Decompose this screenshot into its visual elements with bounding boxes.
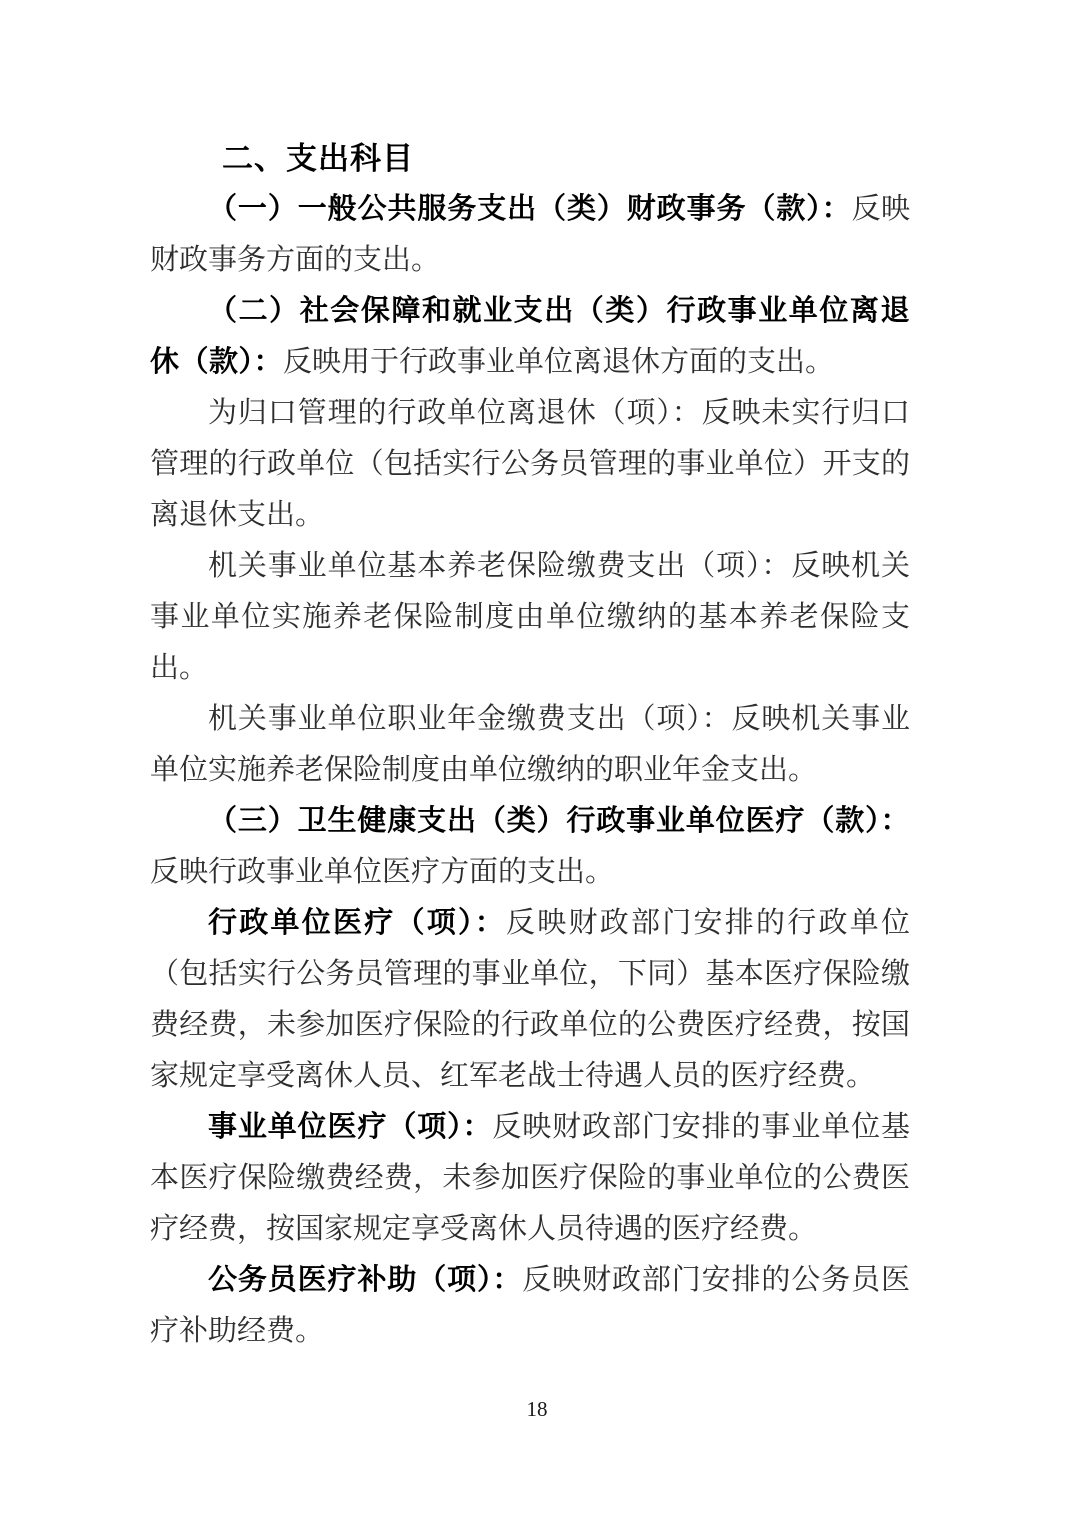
document-content [150, 133, 910, 1357]
paragraph-lead: （二）社会保障和就业支出（类）行政事业单位离退休（款）： [150, 295, 910, 378]
paragraph [150, 286, 910, 388]
paragraph [150, 1102, 910, 1255]
paragraph [150, 796, 910, 898]
paragraph-body: 反映财政部门安排的事业单位基本医疗保险缴费经费，未参加医疗保险的事业单位的公费医疗经费，按国家规定享受离休人员待遇的医疗经费。 [150, 1111, 910, 1245]
paragraph-lead: （三）卫生健康支出（类）行政事业单位医疗（款）： [208, 805, 910, 837]
paragraph-body: 为归口管理的行政单位离退休（项）：反映未实行归口管理的行政单位（包括实行公务员管理的事业单位）开支的离退休支出。 [150, 397, 910, 531]
paragraph-body: 反映用于行政事业单位离退休方面的支出。 [283, 346, 835, 378]
paragraph [150, 541, 910, 694]
paragraph-body: 反映财政事务方面的支出。 [150, 193, 910, 276]
paragraph-body: 机关事业单位职业年金缴费支出（项）：反映机关事业单位实施养老保险制度由单位缴纳的职业年金支出。 [150, 703, 910, 786]
paragraph [150, 1255, 910, 1357]
paragraph [150, 184, 910, 286]
section-heading: 二、支出科目 [222, 141, 414, 176]
paragraph-lead: 事业单位医疗（项）： [208, 1111, 493, 1143]
paragraph-body: 机关事业单位基本养老保险缴费支出（项）：反映机关事业单位实施养老保险制度由单位缴纳的基本养老保险支出。 [150, 550, 910, 684]
paragraph-body: 反映行政事业单位医疗方面的支出。 [150, 856, 615, 888]
paragraph-body: 反映财政部门安排的行政单位（包括实行公务员管理的事业单位，下同）基本医疗保险缴费经费，未参加医疗保险的行政单位的公费医疗经费，按国家规定享受离休人员、红军老战士待遇人员的医疗经费。 [150, 907, 910, 1092]
paragraph-lead: 行政单位医疗（项）： [208, 907, 506, 939]
page-number: 18 [526, 1397, 548, 1421]
paragraph [150, 694, 910, 796]
paragraph-body: 反映财政部门安排的公务员医疗补助经费。 [150, 1264, 910, 1347]
paragraph [150, 388, 910, 541]
paragraph-lead: 公务员医疗补助（项）： [208, 1264, 523, 1296]
paragraph-lead: （一）一般公共服务支出（类）财政事务（款）： [208, 193, 852, 225]
paragraph [150, 898, 910, 1102]
